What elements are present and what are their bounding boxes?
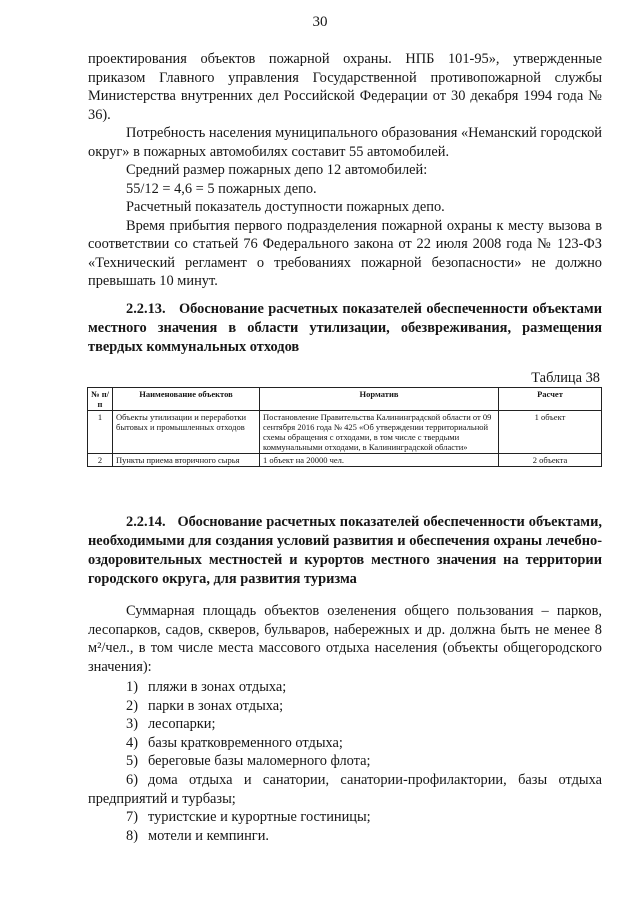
table-header: Наименование объектов bbox=[113, 388, 260, 411]
table-caption: Таблица 38 bbox=[531, 370, 600, 386]
recreation-list bbox=[88, 678, 602, 845]
list-item bbox=[88, 827, 602, 846]
list-text: береговые базы маломерного флота; bbox=[148, 753, 371, 770]
paragraph: Средний размер пожарных депо 12 автомобилей: bbox=[126, 162, 428, 178]
list-text: дома отдыха и санатории, санатории-профилактории, базы отдыха предприятий и турбазы; bbox=[88, 771, 602, 807]
list-number: 3) bbox=[126, 716, 138, 733]
paragraph: Расчетный показатель доступности пожарных депо. bbox=[126, 199, 445, 215]
intro-text bbox=[88, 50, 602, 291]
table-cell: 1 объект bbox=[499, 411, 602, 454]
paragraph: Потребность населения муниципального образования «Неманский городской округ» в пожарных автомобилях составит 55 автомобилей. bbox=[88, 125, 602, 160]
table-row bbox=[88, 411, 602, 454]
table-cell: 2 объекта bbox=[499, 454, 602, 467]
list-text: пляжи в зонах отдыха; bbox=[148, 679, 287, 695]
list-number: 8) bbox=[126, 827, 138, 844]
list-number: 6) bbox=[126, 771, 138, 788]
page-number: 30 bbox=[312, 14, 328, 30]
section-title: Обоснование расчетных показателей обеспеченности объектами местного значения в области утилизации, обезвреживания, размещения твердых коммунальных отходов bbox=[88, 301, 602, 355]
paragraph: Время прибытия первого подразделения пожарной охраны к месту вызова в соответствии со статьей 76 Федерального закона от 22 июля 2008 года № 123-ФЗ «Технический регламент о требованиях пожарной безопасности» не должно превышать 10 минут. bbox=[88, 217, 602, 289]
table-cell: 1 объект на 20000 чел. bbox=[260, 454, 499, 467]
list-item bbox=[88, 734, 602, 753]
table-header-row bbox=[88, 388, 602, 411]
summary-text bbox=[88, 602, 602, 676]
table-header: Расчет bbox=[499, 388, 602, 411]
section-heading-2-2-13 bbox=[88, 300, 602, 357]
section-title: Обоснование расчетных показателей обеспеченности объектами, необходимыми для создания условий развития и обеспечения охраны лечебно-оздоровительных местностей и курортов местного значения на территории городского округа, для развития туризма bbox=[88, 514, 602, 587]
table-cell: Объекты утилизации и переработки бытовых и промышленных отходов bbox=[113, 411, 260, 454]
section-number: 2.2.13. bbox=[126, 301, 166, 317]
paragraph: 55/12 = 4,6 = 5 пожарных депо. bbox=[126, 180, 317, 197]
paragraph: Суммарная площадь объектов озеленения общего пользования – парков, лесопарков, садов, скверов, бульваров, набережных и др. должна быть не менее 8 м²/чел., в том числе места массового отдыха населения (объекты общегородского значения): bbox=[88, 603, 602, 675]
list-item bbox=[88, 771, 602, 808]
table-header: № п/п bbox=[88, 388, 113, 411]
list-item bbox=[88, 678, 602, 697]
list-number: 5) bbox=[126, 753, 138, 770]
paragraph: проектирования объектов пожарной охраны. НПБ 101-95», утвержденные приказом Главного управления Государственной противопожарной службы Министерства внутренних дел Российской Федерации от 30 декабря 1994 года № 36). bbox=[88, 51, 602, 123]
list-number: 7) bbox=[126, 809, 138, 826]
table-cell: 2 bbox=[88, 454, 113, 467]
list-text: мотели и кемпинги. bbox=[148, 827, 269, 844]
list-number: 2) bbox=[126, 697, 138, 714]
table-cell: Постановление Правительства Калининградской области от 09 сентября 2016 года № 425 «Об утверждении территориальной схемы обращения с отходами, в том числе с твердыми коммунальными отходами, в Калининградской области» bbox=[260, 411, 499, 454]
list-text: базы кратковременного отдыха; bbox=[148, 734, 343, 751]
table-cell: Пункты приема вторичного сырья bbox=[113, 454, 260, 467]
list-item bbox=[88, 808, 602, 827]
list-item bbox=[88, 715, 602, 734]
list-text: парки в зонах отдыха; bbox=[148, 697, 284, 714]
table-38 bbox=[87, 387, 602, 467]
list-text: лесопарки; bbox=[148, 716, 216, 733]
section-number: 2.2.14. bbox=[126, 514, 166, 530]
list-item bbox=[88, 752, 602, 771]
table-row bbox=[88, 454, 602, 467]
list-number: 4) bbox=[126, 734, 138, 751]
section-heading-2-2-14 bbox=[88, 513, 602, 589]
table-cell: 1 bbox=[88, 411, 113, 454]
list-item bbox=[88, 697, 602, 716]
list-number: 1) bbox=[126, 679, 138, 695]
list-text: туристские и курортные гостиницы; bbox=[148, 809, 371, 826]
table-header: Норматив bbox=[260, 388, 499, 411]
